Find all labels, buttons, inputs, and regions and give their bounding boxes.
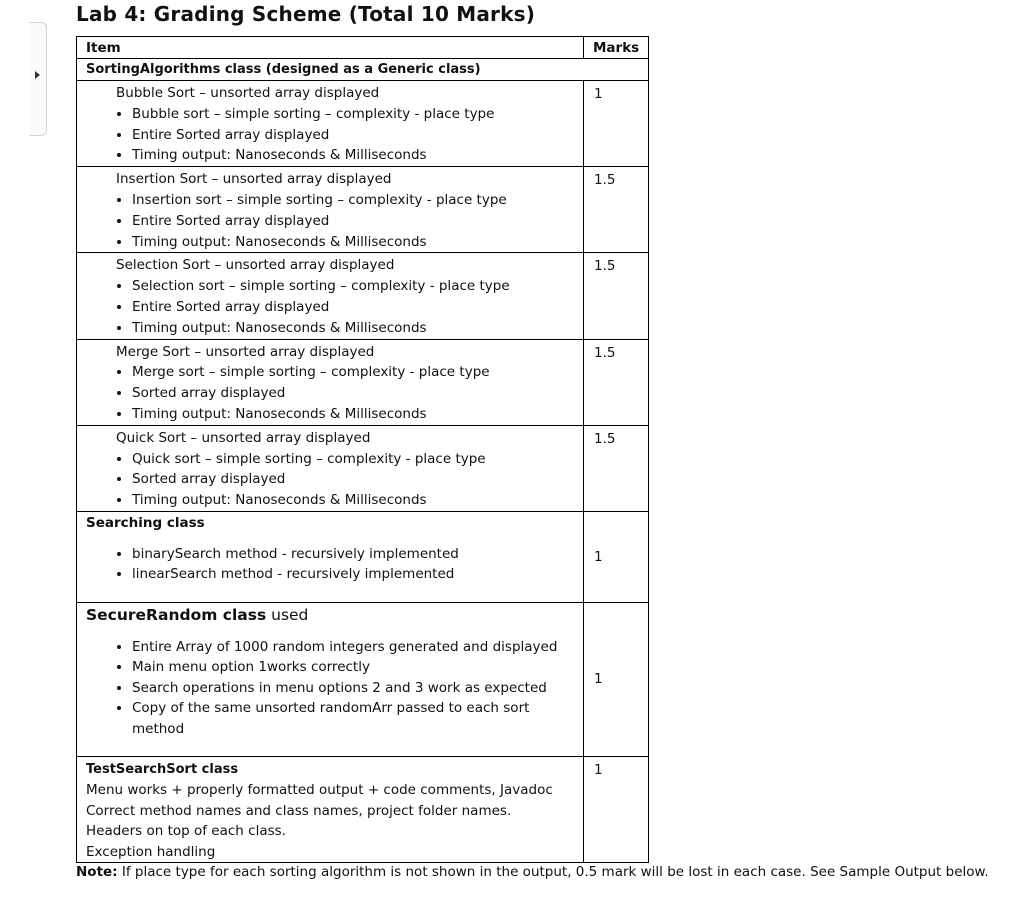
list-item: • linearSearch method - recursively implemented <box>132 564 574 585</box>
searching-class-cell <box>77 511 584 602</box>
mark-value: 1.5 <box>584 425 649 511</box>
list-item: • Timing output: Nanoseconds & Milliseconds <box>132 490 583 511</box>
page-title: Lab 4: Grading Scheme (Total 10 Marks) <box>76 2 536 26</box>
list-item: • Timing output: Nanoseconds & Milliseconds <box>132 145 583 166</box>
secure-random-title <box>86 606 574 624</box>
list-item: • Insertion sort – simple sorting – complexity - place type <box>132 190 583 211</box>
mark-value: 1 <box>584 756 649 863</box>
list-item: • Sorted array displayed <box>132 383 583 404</box>
sorting-section-title: SortingAlgorithms class (designed as a Generic class) <box>77 59 649 81</box>
table-row <box>77 167 649 253</box>
table-row <box>77 425 649 511</box>
test-search-sort-cell <box>77 756 584 863</box>
list-item: • Bubble sort – simple sorting – complexity - place type <box>132 104 583 125</box>
expand-arrow-icon[interactable] <box>35 71 40 79</box>
sort-heading: Selection Sort – unsorted array displayed <box>116 257 395 274</box>
header-item: Item <box>77 37 584 59</box>
sort-item-selection <box>77 253 584 339</box>
sort-item-quick <box>77 425 584 511</box>
sort-item-insertion <box>77 167 584 253</box>
list-item: • Quick sort – simple sorting – complexity - place type <box>132 449 583 470</box>
list-item: • Main menu option 1works correctly <box>132 657 574 678</box>
secure-random-cell <box>77 602 584 756</box>
side-panel-tab[interactable] <box>30 22 47 136</box>
list-item: • Timing output: Nanoseconds & Milliseconds <box>132 232 583 253</box>
list-item: • Timing output: Nanoseconds & Milliseconds <box>132 318 583 339</box>
list-item: • Entire Sorted array displayed <box>132 211 583 232</box>
list-item: • Entire Sorted array displayed <box>132 125 583 146</box>
table-row <box>77 81 649 167</box>
table-row <box>77 511 649 602</box>
header-marks: Marks <box>584 37 649 59</box>
list-item: • Search operations in menu options 2 and 3 work as expected <box>132 678 574 699</box>
sort-heading: Insertion Sort – unsorted array displayed <box>116 171 392 188</box>
sort-heading: Merge Sort – unsorted array displayed <box>116 343 375 360</box>
list-item: • Entire Sorted array displayed <box>132 297 583 318</box>
table-header-row <box>77 37 649 59</box>
sort-item-merge <box>77 339 584 425</box>
mark-value: 1.5 <box>584 339 649 425</box>
test-line: Headers on top of each class. <box>86 823 286 840</box>
test-line: Correct method names and class names, project folder names. <box>86 802 512 819</box>
note-text: If place type for each sorting algorithm is not shown in the output, 0.5 mark will be lost in each case. See Sample Output below. <box>117 864 989 880</box>
mark-value: 1 <box>584 602 649 756</box>
list-item: • Sorted array displayed <box>132 469 583 490</box>
table-row <box>77 339 649 425</box>
list-item: • Timing output: Nanoseconds & Milliseconds <box>132 404 583 425</box>
mark-value: 1 <box>584 81 649 167</box>
list-item: • Entire Array of 1000 random integers generated and displayed <box>132 637 574 658</box>
test-line: Exception handling <box>86 843 216 860</box>
table-row <box>77 602 649 756</box>
mark-value: 1.5 <box>584 253 649 339</box>
sort-heading: Bubble Sort – unsorted array displayed <box>116 85 380 101</box>
secure-random-title-bold: SecureRandom class <box>86 605 267 624</box>
mark-value: 1.5 <box>584 167 649 253</box>
searching-title: Searching class <box>86 514 205 531</box>
list-item: • binarySearch method - recursively implemented <box>132 544 574 565</box>
list-item: • Copy of the same unsorted randomArr passed to each sort method <box>132 698 574 739</box>
list-item: • Selection sort – simple sorting – complexity - place type <box>132 276 583 297</box>
note-label: Note: <box>76 864 118 880</box>
grading-table <box>76 36 649 863</box>
test-search-sort-title: TestSearchSort class <box>86 761 239 777</box>
secure-random-title-rest: used <box>266 605 309 624</box>
sort-item-bubble <box>77 81 584 167</box>
table-row <box>77 756 649 863</box>
sorting-section-row <box>77 59 649 81</box>
sort-heading: Quick Sort – unsorted array displayed <box>116 429 371 446</box>
note <box>76 864 989 880</box>
mark-value: 1 <box>584 511 649 602</box>
test-line: Menu works + properly formatted output + code comments, Javadoc <box>86 782 553 799</box>
table-row <box>77 253 649 339</box>
list-item: • Merge sort – simple sorting – complexity - place type <box>132 362 583 383</box>
